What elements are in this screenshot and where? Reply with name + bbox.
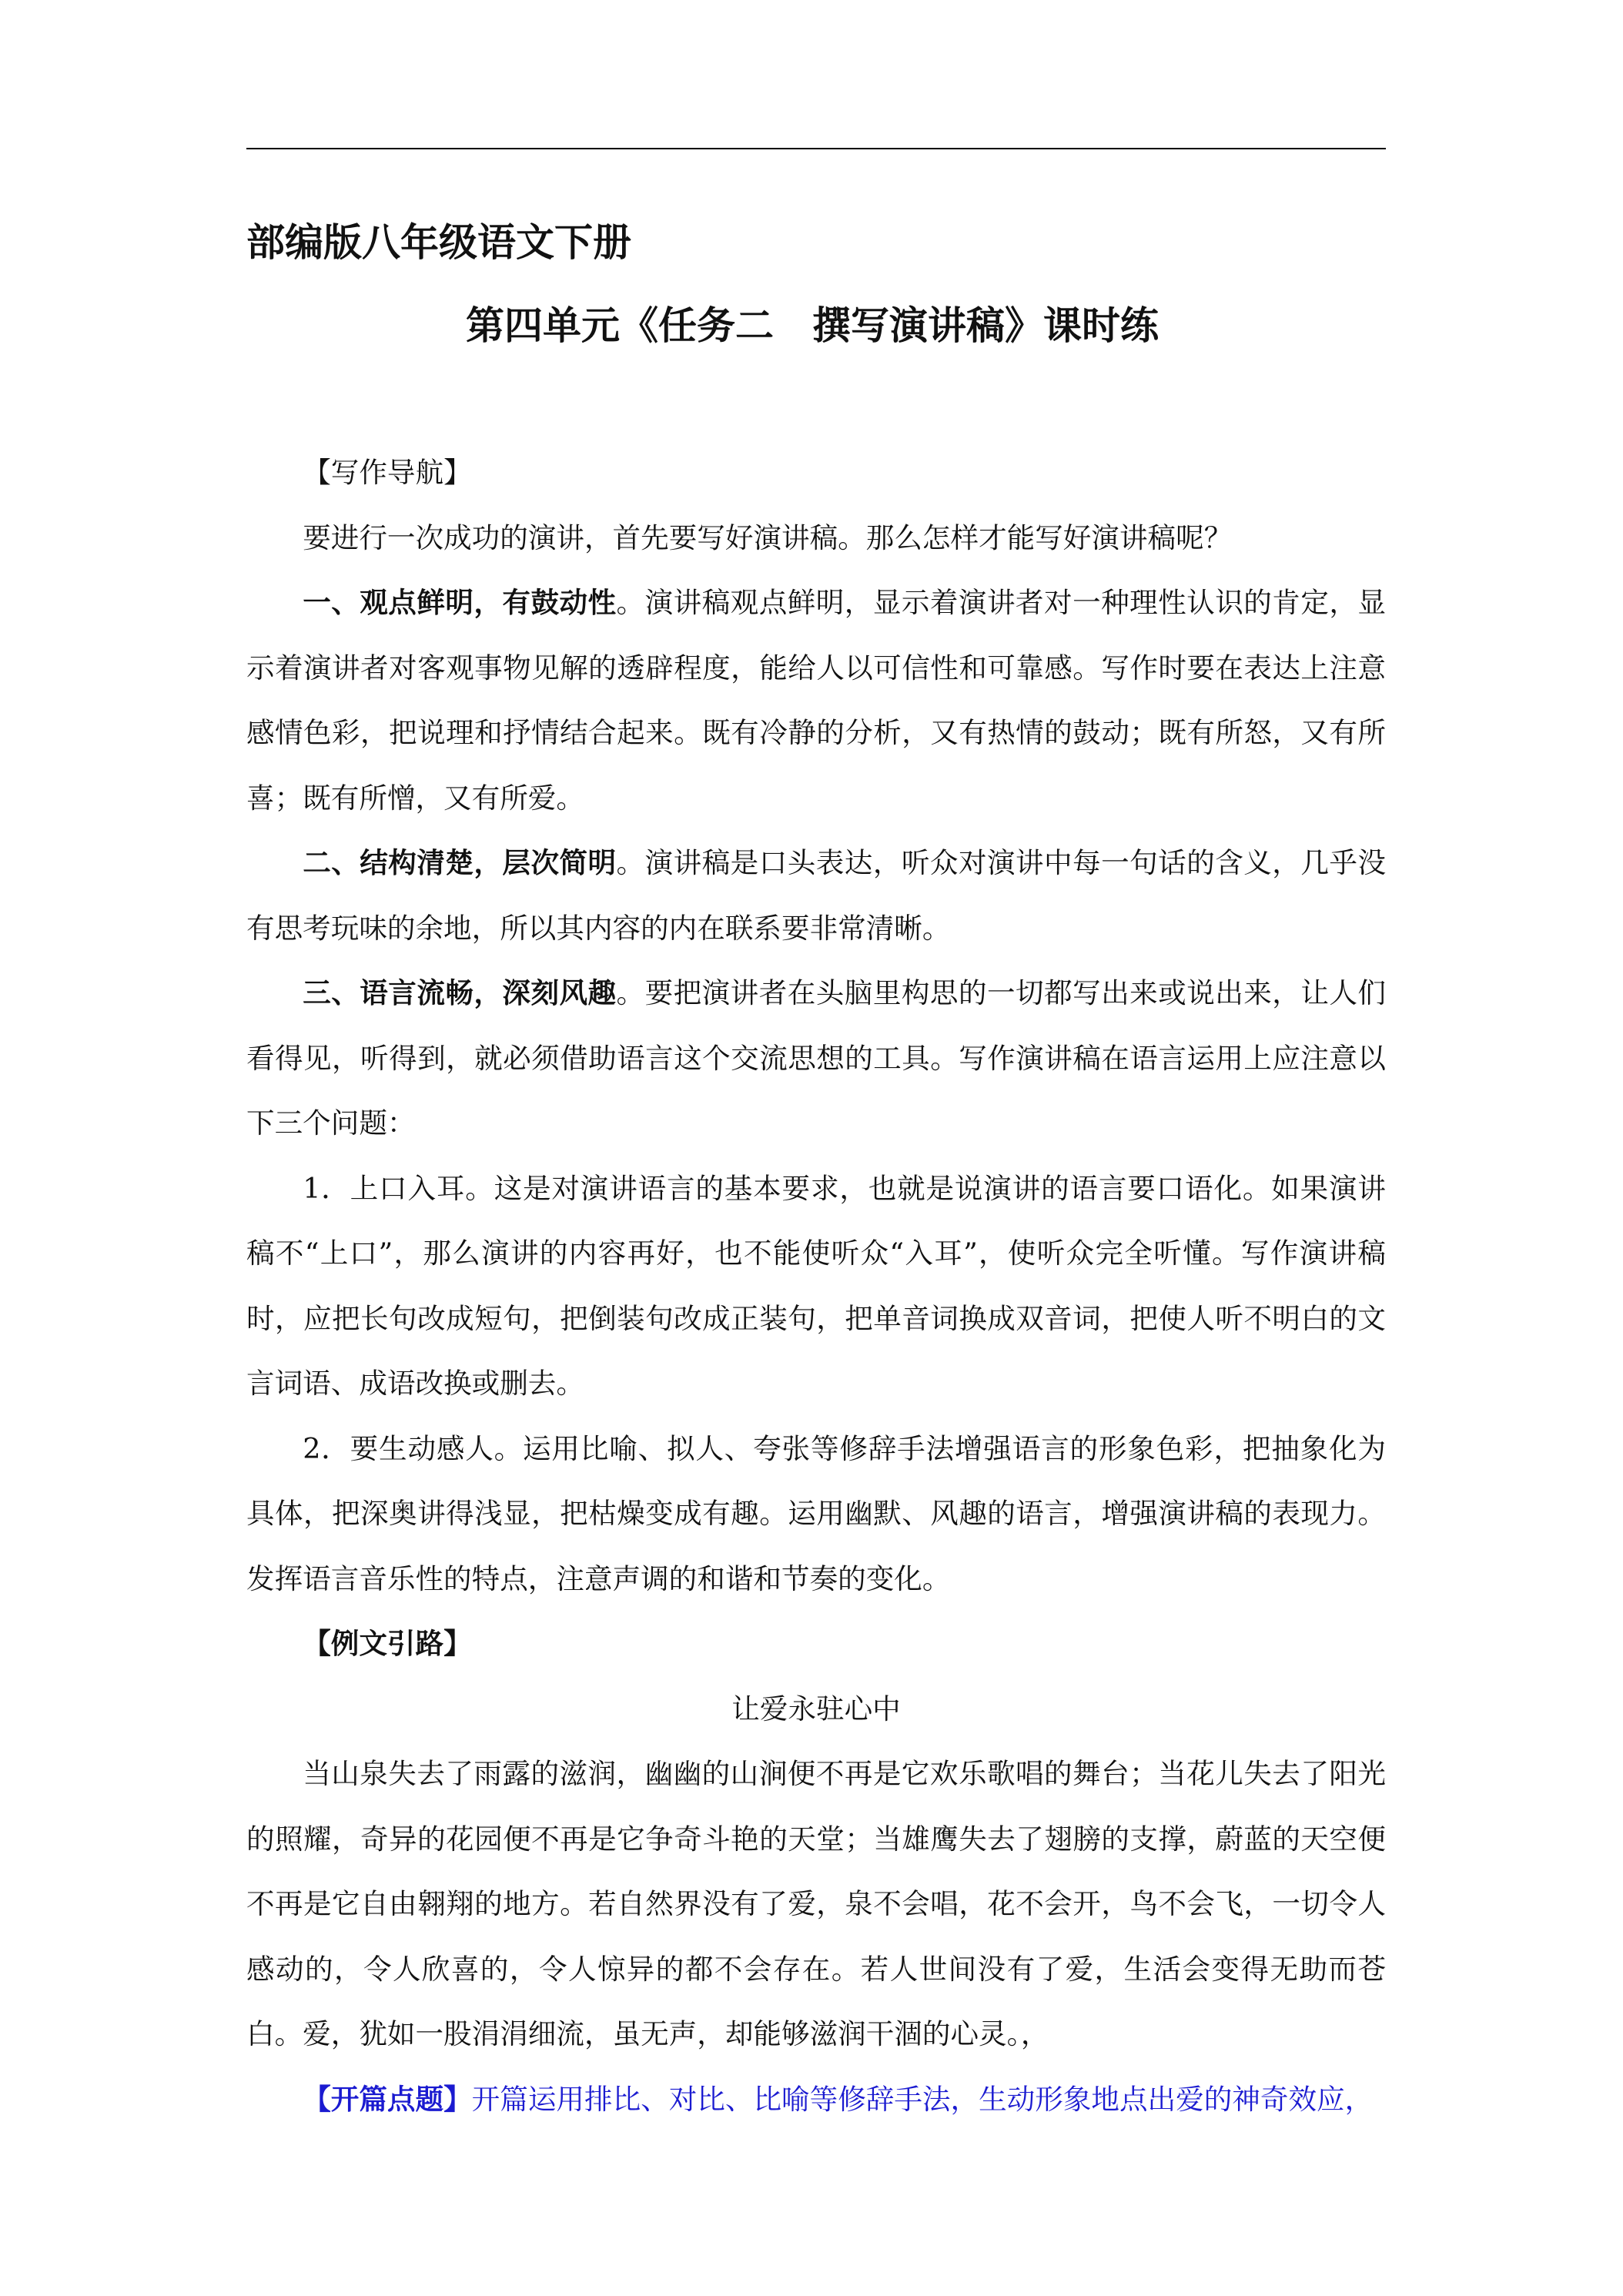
- point-2: [246, 831, 1386, 961]
- writing-guide-heading: 【写作导航】: [303, 456, 472, 489]
- opening-comment-tag: 【开篇点题】: [303, 2082, 472, 2116]
- point-1-title: 一、观点鲜明，有鼓动性: [303, 586, 617, 619]
- example-paragraph-1: 当山泉失去了雨露的滋润，幽幽的山涧便不再是它欢乐歌唱的舞台；当花儿失去了阳光的照耀，奇异的花园便不再是它争奇斗艳的天堂；当雄鹰失去了翅膀的支撑，蔚蓝的天空便不再是它自由翱翔的地方。若自然界没有了爱，泉不会唱，花不会开，鸟不会飞，一切令人感动的，令人欣喜的，令人惊异的都不会存在。若人世间没有了爱，生活会变得无助而苍白。爱，犹如一股涓涓细流，虽无声，却能够滋润干涸的心灵。，: [246, 1757, 1386, 2050]
- opening-comment: [246, 2067, 1386, 2133]
- writing-guide-intro: 要进行一次成功的演讲，首先要写好演讲稿。那么怎样才能写好演讲稿呢？: [303, 520, 1233, 554]
- point-3-text: 。要把演讲者在头脑里构思的一切都写出来或说出来，让人们看得见，听得到，就必须借助语言这个交流思想的工具。写作演讲稿在语言运用上应注意以下三个问题：: [246, 976, 1386, 1140]
- item-1: 1．上口入耳。这是对演讲语言的基本要求，也就是说演讲的语言要口语化。如果演讲稿不“上口”，那么演讲的内容再好，也不能使听众“入耳”，使听众完全听懂。写作演讲稿时，应把长句改成短句，把倒装句改成正装句，把单音词换成双音词，把使人听不明白的文言词语、成语改换或删去。: [246, 1171, 1386, 1400]
- example-title: 让爱永驻心中: [731, 1692, 901, 1725]
- point-2-title: 二、结构清楚，层次简明: [303, 846, 617, 879]
- item-2: 2．要生动感人。运用比喻、拟人、夸张等修辞手法增强语言的形象色彩，把抽象化为具体，把深奥讲得浅显，把枯燥变成有趣。运用幽默、风趣的语言，增强演讲稿的表现力。发挥语言音乐性的特点，注意声调的和谐和节奏的变化。: [246, 1431, 1386, 1595]
- point-3-title: 三、语言流畅，深刻风趣: [303, 976, 617, 1009]
- lesson-title: 第四单元《任务二 撰写演讲稿》课时练: [466, 303, 1159, 348]
- book-title: 部编版八年级语文下册: [246, 220, 631, 265]
- header-rule: [246, 148, 1386, 149]
- point-1: [246, 571, 1386, 831]
- point-2-text: 。演讲稿是口头表达，听众对演讲中每一句话的含义，几乎没有思考玩味的余地，所以其内容的内在联系要非常清晰。: [246, 846, 1386, 945]
- point-3: [246, 961, 1386, 1156]
- point-1-text: 。演讲稿观点鲜明，显示着演讲者对一种理性认识的肯定，显示着演讲者对客观事物见解的透辟程度，能给人以可信性和可靠感。写作时要在表达上注意感情色彩，把说理和抒情结合起来。既有冷静的分析，又有热情的鼓动；既有所怒，又有所喜；既有所憎，又有所爱。: [246, 586, 1386, 815]
- example-heading: 【例文引路】: [303, 1627, 472, 1660]
- opening-comment-text: 开篇运用排比、对比、比喻等修辞手法，生动形象地点出爱的神奇效应，: [471, 2082, 1374, 2116]
- document-body: [246, 440, 1386, 2132]
